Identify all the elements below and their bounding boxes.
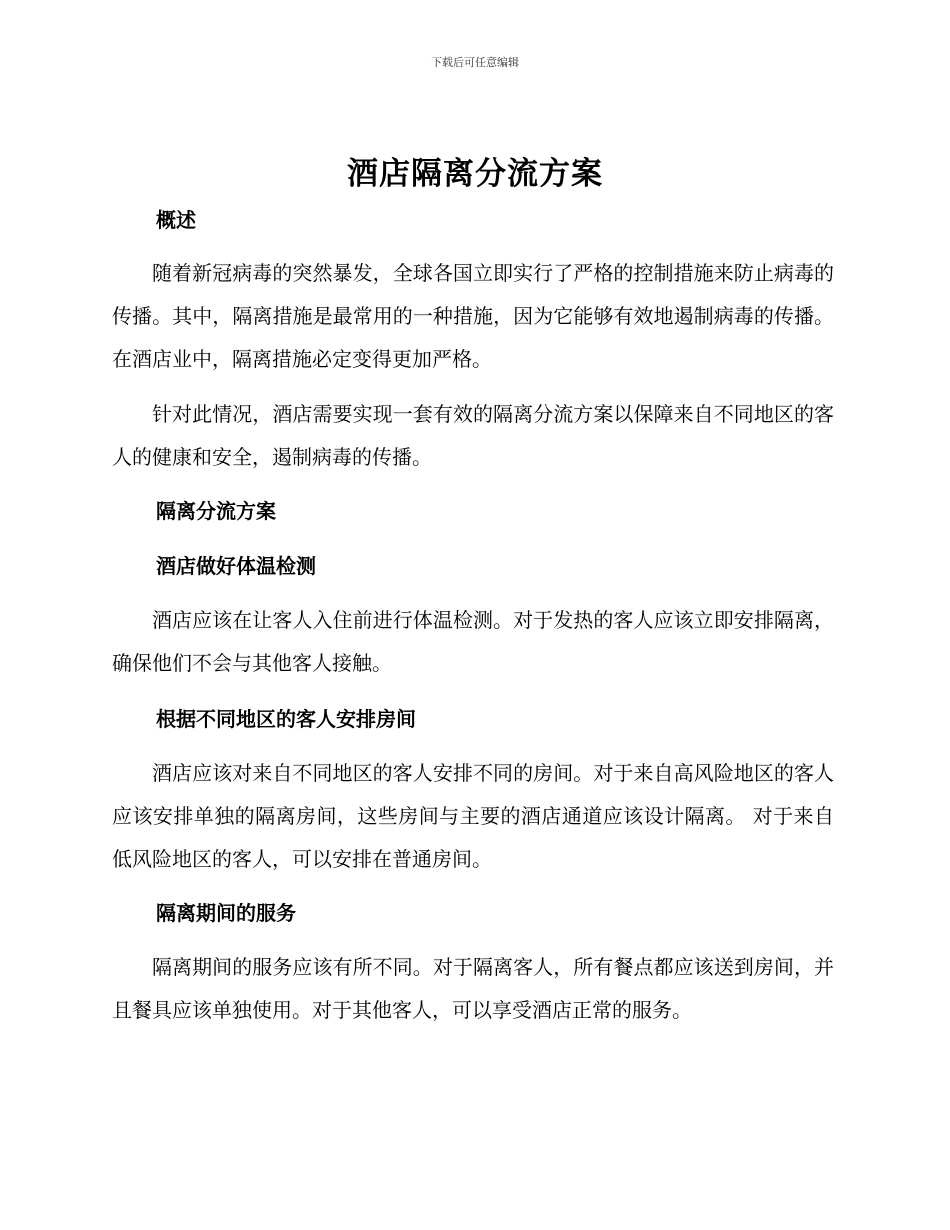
section-temperature-heading-block bbox=[112, 551, 834, 581]
paragraph-rooms-1: 酒店应该对来自不同地区的客人安排不同的房间。对于来自高风险地区的客人应该安排单独的隔离房间，这些房间与主要的酒店通道应该设计隔离。 对于来自低风险地区的客人，可以安排在普通房间。 bbox=[112, 761, 834, 871]
section-heading-rooms: 根据不同地区的客人安排房间 bbox=[156, 707, 416, 731]
paragraph-services-1: 隔离期间的服务应该有所不同。对于隔离客人，所有餐点都应该送到房间，并且餐具应该单独使用。对于其他客人，可以享受酒店正常的服务。 bbox=[112, 955, 834, 1022]
paragraph-overview-2: 针对此情况，酒店需要实现一套有效的隔离分流方案以保障来自不同地区的客人的健康和安全，遏制病毒的传播。 bbox=[112, 402, 834, 469]
section-heading-plan: 隔离分流方案 bbox=[156, 499, 276, 523]
section-overview-body bbox=[112, 252, 834, 381]
paragraph-overview-1: 随着新冠病毒的突然暴发，全球各国立即实行了严格的控制措施来防止病毒的传播。其中，隔离措施是最常用的一种措施，因为它能够有效地遏制病毒的传播。在酒店业中，隔离措施必定变得更加严格。 bbox=[112, 261, 834, 371]
section-overview-heading-block bbox=[112, 205, 834, 235]
paragraph-temperature-1: 酒店应该在让客人入住前进行体温检测。对于发热的客人应该立即安排隔离，确保他们不会与其他客人接触。 bbox=[112, 608, 834, 675]
section-plan-heading-block bbox=[112, 496, 834, 526]
section-services-heading-block bbox=[112, 898, 834, 928]
section-rooms-heading-block bbox=[112, 704, 834, 734]
section-heading-services: 隔离期间的服务 bbox=[156, 901, 296, 925]
section-overview-body-2 bbox=[112, 393, 834, 479]
section-rooms-body bbox=[112, 752, 834, 881]
section-heading-temperature: 酒店做好体温检测 bbox=[156, 554, 316, 578]
page-header-note: 下载后可任意编辑 bbox=[431, 56, 519, 69]
section-temperature-body bbox=[112, 599, 834, 685]
section-heading-overview: 概述 bbox=[156, 208, 196, 232]
section-services-body bbox=[112, 946, 834, 1032]
document-title: 酒店隔离分流方案 bbox=[347, 156, 603, 192]
